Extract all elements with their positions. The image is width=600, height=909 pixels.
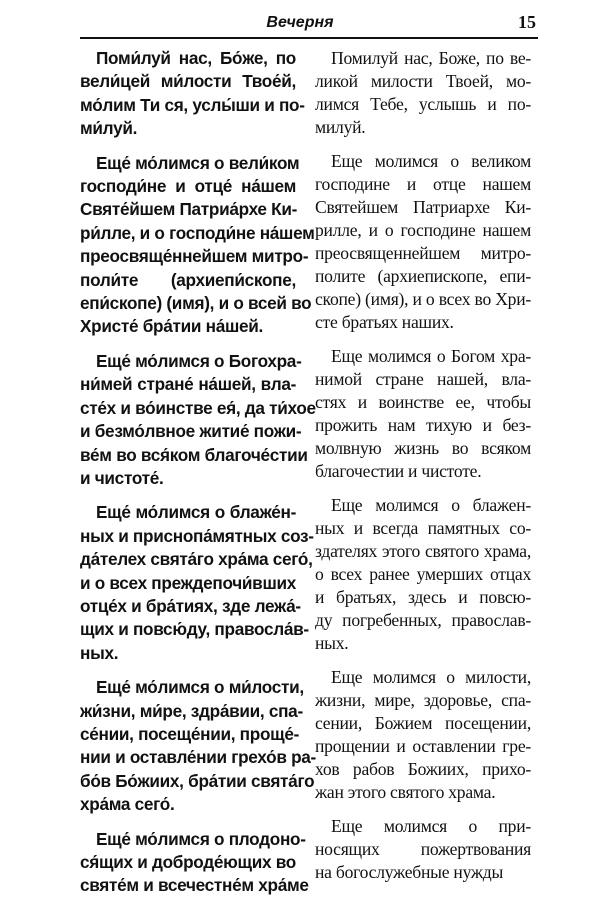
text-line: сении, Божием посещении, xyxy=(315,712,531,733)
text-line: на богослужебные нужды xyxy=(315,861,504,882)
text-line: ми́луй. xyxy=(80,118,138,139)
text-line: Еще́ мо́лимся о ми́лости, xyxy=(96,677,304,698)
text-line: Еще́ мо́лимся о Богохра- xyxy=(96,350,302,371)
page-header xyxy=(0,0,600,42)
russian-translation-column xyxy=(315,47,531,895)
text-line: скопе) (имя), и о всех во Хри- xyxy=(315,288,531,309)
text-line: епи́скопе) (имя), и о всей во xyxy=(80,293,312,314)
text-line: здателях этого святого храма, xyxy=(315,540,531,561)
text-line: молвную жизнь во всяком xyxy=(315,437,531,458)
text-line: мо́лим Ти ся, услы́ши и по- xyxy=(80,94,305,115)
text-line: и чистоте́. xyxy=(80,467,164,488)
text-line: ся́щих и доброде́ющих во xyxy=(80,852,296,872)
text-line: Еще молимся о блажен- xyxy=(331,495,531,516)
paragraph xyxy=(80,47,305,141)
paragraph xyxy=(80,501,314,665)
text-line: стях и воинстве ее, чтобы xyxy=(315,391,531,412)
text-line: Еще молимся о великом xyxy=(331,151,531,172)
paragraph xyxy=(80,676,316,816)
text-line: Еще молимся о милости, xyxy=(331,667,531,688)
paragraph xyxy=(315,666,531,803)
text-line: Еще молимся о при- xyxy=(331,816,531,837)
header-rule xyxy=(80,37,538,39)
text-line: милуй. xyxy=(315,116,366,137)
text-line: и безмо́лвное житие́ пожи- xyxy=(80,421,302,442)
text-line: ных и приснопа́мятных соз- xyxy=(80,525,314,546)
text-line: Святейшем Патриархе Ки- xyxy=(315,197,531,218)
text-line: хра́ма сего́. xyxy=(80,794,175,815)
text-line: прощении и оставлении гре- xyxy=(315,735,531,756)
text-line: преосвяще́ннейшем митро- xyxy=(80,246,309,267)
text-line: жан этого святого храма. xyxy=(315,781,496,802)
paragraph xyxy=(80,152,315,339)
text-line: жизни, мире, здоровье, спа- xyxy=(315,689,531,710)
text-line: благочестии и чистоте. xyxy=(315,460,482,481)
text-line: ных. xyxy=(80,642,119,663)
text-line: сте братьях наших. xyxy=(315,311,454,332)
text-line: хов рабов Божиих, прихо- xyxy=(315,758,531,779)
text-line: рилле, и о господине нашем xyxy=(315,219,531,240)
text-line: преосвященнейшем митро- xyxy=(315,242,531,263)
text-line: господи́не и отце́ на́шем xyxy=(80,176,296,197)
text-line: щих и повсю́ду, правосла́в- xyxy=(80,619,309,640)
paragraph xyxy=(80,350,316,490)
text-line: носящих пожертвования xyxy=(315,838,531,859)
text-line: се́нии, посеще́нии, проще́- xyxy=(80,723,300,744)
text-line: нимой стране нашей, вла- xyxy=(315,368,531,389)
text-line: и братьях, здесь и повсю- xyxy=(315,586,531,607)
text-line: ду погребенных, православ- xyxy=(315,609,531,630)
paragraph xyxy=(315,345,531,482)
text-line: ни́мей стране́ на́шей, вла- xyxy=(80,374,296,395)
paragraph xyxy=(80,828,309,898)
text-line: ри́лле, и о господи́не на́шем xyxy=(80,222,315,243)
text-line: бо́в Бо́жиих, бра́тии свята́го xyxy=(80,770,315,791)
text-line: лимся Тебе, услышь и по- xyxy=(315,93,531,114)
text-line: Христе́ бра́тии на́шей. xyxy=(80,316,264,337)
text-line: и о всех преждепочи́вших xyxy=(80,572,296,593)
text-line: прожить нам тихую и без- xyxy=(315,414,531,435)
paragraph xyxy=(315,494,531,654)
paragraph xyxy=(315,47,531,139)
text-line: ликой милости Твоей, мо- xyxy=(315,70,531,91)
text-line: Поми́луй нас, Бо́же, по xyxy=(96,48,296,68)
text-line: поли́те (архиепи́скопе, xyxy=(80,269,296,290)
page-number: 15 xyxy=(518,12,536,32)
text-line: отце́х и бра́тиях, зде лежа́- xyxy=(80,595,301,616)
text-line: Еще молимся о Богом хра- xyxy=(331,346,531,367)
text-line: святе́м и всечестне́м хра́ме xyxy=(80,875,309,896)
text-line: Еще́ мо́лимся о блаже́н- xyxy=(96,502,296,523)
text-line: ве́м во вся́ком благоче́стии xyxy=(80,444,308,465)
text-line: да́телех свята́го хра́ма сего́, xyxy=(80,549,313,570)
text-line: о всех ранее умерших отцах xyxy=(315,563,531,584)
text-line: ных. xyxy=(315,632,349,653)
running-head: Вечерня xyxy=(266,14,334,31)
text-line: полите (архиепископе, епи- xyxy=(315,265,531,286)
text-line: Святе́йшем Патриа́рхе Ки- xyxy=(80,199,298,220)
text-line: господине и отце нашем xyxy=(315,174,531,195)
text-line: нии и оставле́нии грехо́в ра- xyxy=(80,747,316,768)
paragraph xyxy=(315,150,531,333)
text-line: Помилуй нас, Боже, по ве- xyxy=(331,48,531,68)
text-line: жи́зни, ми́ре, здра́вии, спа- xyxy=(80,700,303,721)
text-line: ных и всегда памятных со- xyxy=(315,518,531,538)
text-line: сте́х и во́инстве ея́, да ти́хое xyxy=(80,397,316,418)
text-line: Еще́ мо́лимся о плодоно- xyxy=(96,828,306,849)
paragraph xyxy=(315,815,531,884)
text-line: Еще́ мо́лимся о вели́ком xyxy=(96,152,300,173)
text-line: вели́цей ми́лости Твое́й, xyxy=(80,71,296,92)
church-slavonic-column xyxy=(80,47,316,909)
